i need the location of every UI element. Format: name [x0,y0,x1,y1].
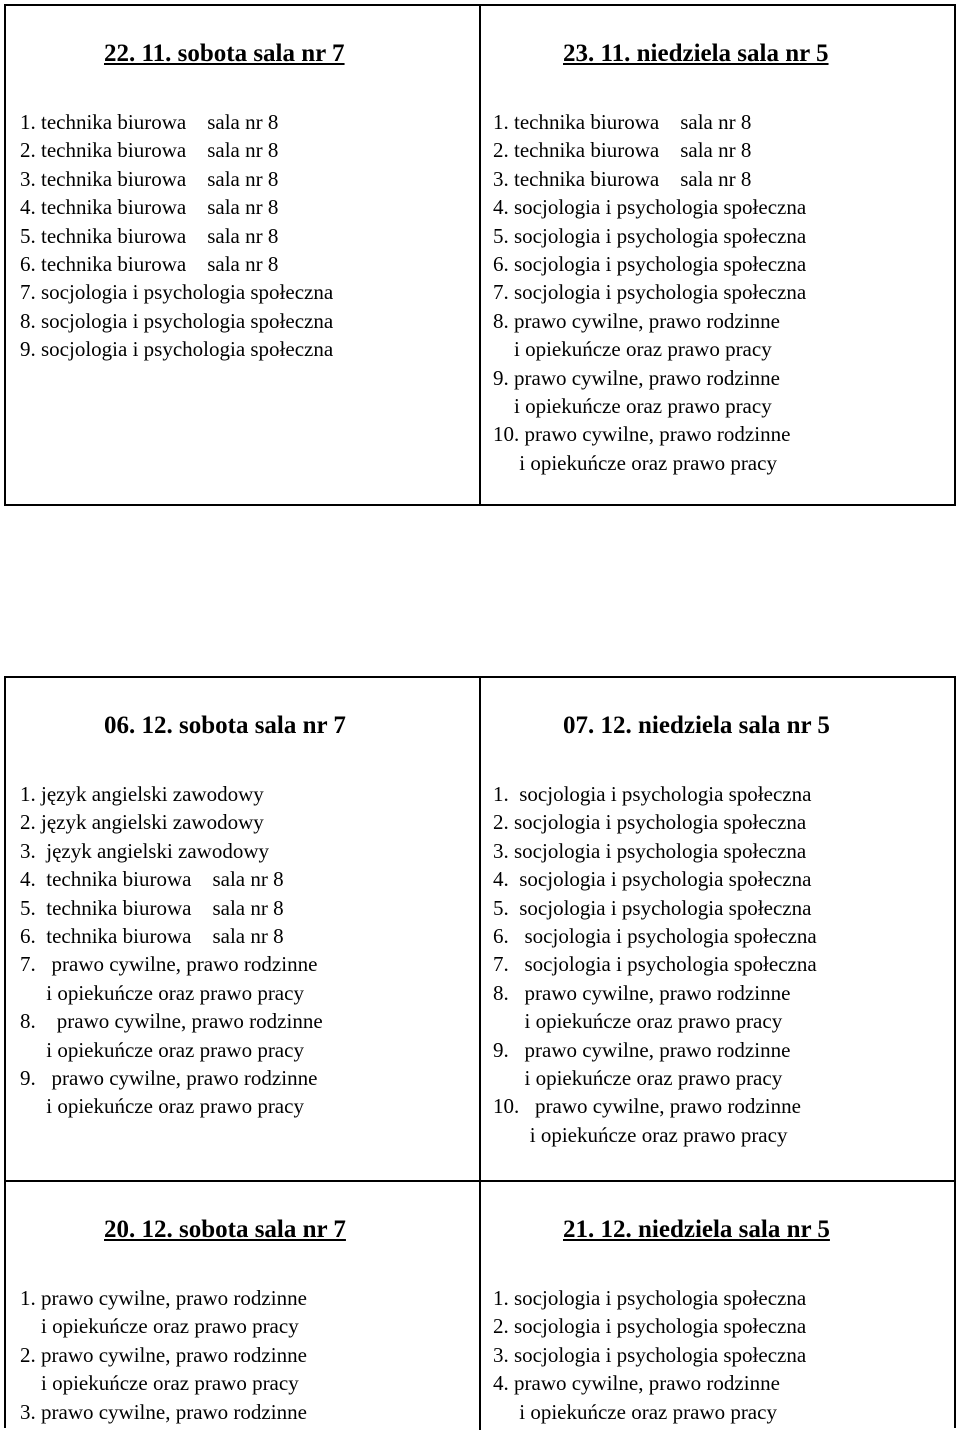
schedule-table-december [4,676,956,1428]
class-line: i opiekuńcze oraz prawo pracy [20,1371,299,1396]
class-line: 9. prawo cywilne, prawo rodzinne [20,1066,318,1091]
class-line: i opiekuńcze oraz prawo pracy [493,450,777,475]
day-header: 23. 11. niedziela sala nr 5 [563,40,829,67]
class-line: 7. prawo cywilne, prawo rodzinne [20,952,318,977]
class-line: 3. technika biurowa sala nr 8 [493,166,752,191]
class-line: 4. socjologia i psychologia społeczna [493,195,807,220]
class-line: 3. technika biurowa sala nr 8 [20,166,279,191]
class-list [493,1284,806,1426]
class-line: 4. socjologia i psychologia społeczna [493,867,812,892]
class-line: 5. technika biurowa sala nr 8 [20,895,284,920]
class-line: 10. prawo cywilne, prawo rodzinne [493,1094,801,1119]
class-line: i opiekuńcze oraz prawo pracy [493,1122,788,1147]
class-line: 5. socjologia i psychologia społeczna [493,223,807,248]
day-header: 20. 12. sobota sala nr 7 [104,1216,346,1243]
day-cell-06-12 [6,678,481,1180]
class-line: 1. język angielski zawodowy [20,782,264,806]
schedule-table-november [4,4,956,506]
class-line: 7. socjologia i psychologia społeczna [493,952,817,977]
class-line: i opiekuńcze oraz prawo pracy [493,337,772,362]
class-line: 2. technika biurowa sala nr 8 [20,138,279,163]
day-header: 07. 12. niedziela sala nr 5 [563,712,830,739]
day-cell-20-12 [6,1180,481,1430]
class-line: 8. prawo cywilne, prawo rodzinne [493,980,791,1005]
class-line: 1. technika biurowa sala nr 8 [493,110,752,134]
class-line: 3. język angielski zawodowy [20,838,270,863]
class-line: 6. socjologia i psychologia społeczna [493,924,817,949]
class-line: 6. socjologia i psychologia społeczna [493,252,807,277]
class-line: 9. prawo cywilne, prawo rodzinne [493,1037,791,1062]
day-cell-21-12 [481,1180,956,1430]
class-line: 4. technika biurowa sala nr 8 [20,195,279,220]
class-line: 7. socjologia i psychologia społeczna [20,280,334,305]
class-line: 8. socjologia i psychologia społeczna [20,308,334,333]
class-line: 4. prawo cywilne, prawo rodzinne [493,1371,780,1396]
class-list [493,780,817,1149]
class-line: 3. socjologia i psychologia społeczna [493,838,807,863]
class-line: 8. prawo cywilne, prawo rodzinne [493,308,780,333]
class-list [20,1284,307,1426]
class-line: i opiekuńcze oraz prawo pracy [20,1314,299,1339]
class-line: i opiekuńcze oraz prawo pracy [20,1094,304,1119]
class-line: i opiekuńcze oraz prawo pracy [20,1037,304,1062]
day-cell-07-12 [481,678,956,1180]
class-line: 9. socjologia i psychologia społeczna [20,337,334,362]
class-line: 9. prawo cywilne, prawo rodzinne [493,365,780,390]
class-line: 6. technika biurowa sala nr 8 [20,924,284,949]
day-cell-22-11 [6,6,481,504]
class-line: 2. technika biurowa sala nr 8 [493,138,752,163]
class-list [20,108,333,364]
class-line: 10. prawo cywilne, prawo rodzinne [493,422,791,447]
class-list [493,108,806,477]
class-line: 5. socjologia i psychologia społeczna [493,895,812,920]
day-header: 21. 12. niedziela sala nr 5 [563,1216,830,1243]
class-line: 2. prawo cywilne, prawo rodzinne [20,1342,307,1367]
day-header: 22. 11. sobota sala nr 7 [104,40,345,67]
class-line: i opiekuńcze oraz prawo pracy [493,1009,783,1034]
class-line: 1. socjologia i psychologia społeczna [493,1286,807,1310]
class-line: 3. prawo cywilne, prawo rodzinne [20,1399,307,1424]
class-line: 8. prawo cywilne, prawo rodzinne [20,1009,323,1034]
class-line: i opiekuńcze oraz prawo pracy [493,1066,783,1091]
class-line: i opiekuńcze oraz prawo pracy [20,980,304,1005]
class-line: 3. socjologia i psychologia społeczna [493,1342,807,1367]
class-line: 2. język angielski zawodowy [20,810,264,835]
class-line: 6. technika biurowa sala nr 8 [20,252,279,277]
class-line: 1. prawo cywilne, prawo rodzinne [20,1286,307,1310]
day-cell-23-11 [481,6,956,504]
class-line: 5. technika biurowa sala nr 8 [20,223,279,248]
class-line: i opiekuńcze oraz prawo pracy [493,1399,777,1424]
day-header: 06. 12. sobota sala nr 7 [104,712,346,739]
class-line: 1. socjologia i psychologia społeczna [493,782,812,806]
class-line: 1. technika biurowa sala nr 8 [20,110,279,134]
class-line: 4. technika biurowa sala nr 8 [20,867,284,892]
class-list [20,780,323,1121]
class-line: i opiekuńcze oraz prawo pracy [493,394,772,419]
class-line: 2. socjologia i psychologia społeczna [493,810,807,835]
class-line: 7. socjologia i psychologia społeczna [493,280,807,305]
class-line: 2. socjologia i psychologia społeczna [493,1314,807,1339]
